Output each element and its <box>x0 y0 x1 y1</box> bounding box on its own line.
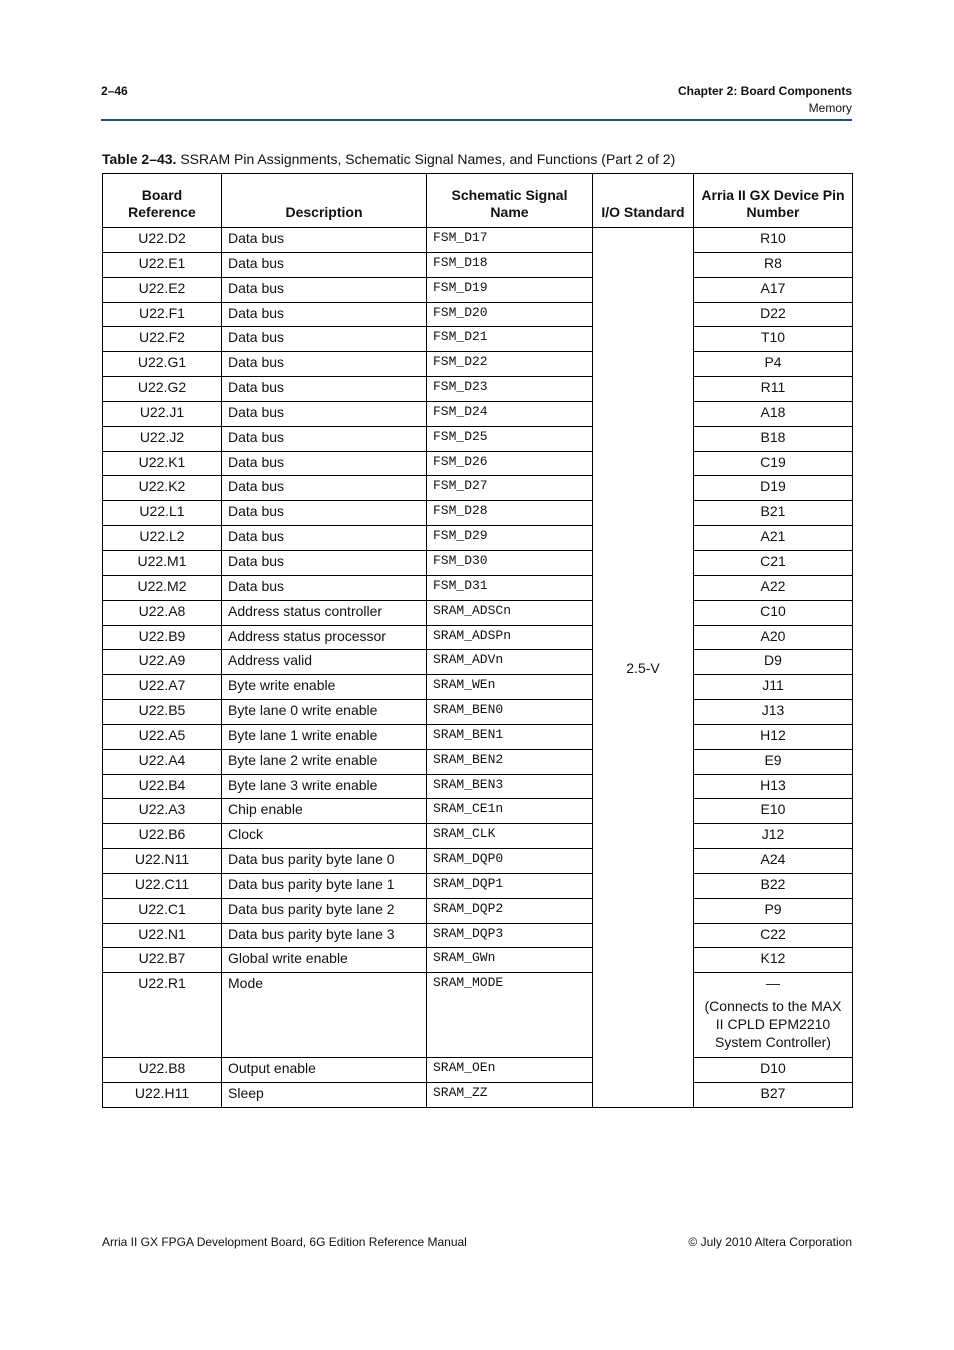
io-standard-cell: 2.5-V <box>593 228 694 1108</box>
table-row <box>103 824 853 849</box>
board-reference-cell: U22.F2 <box>103 327 222 352</box>
pin-number-value: E10 <box>760 801 786 818</box>
pin-number-value: B27 <box>760 1085 786 1102</box>
table-row <box>103 352 853 377</box>
description-cell: Chip enable <box>222 799 427 824</box>
pin-number-value: J13 <box>761 702 785 719</box>
board-reference-cell: U22.A5 <box>103 724 222 749</box>
pin-number-value: C21 <box>760 552 786 569</box>
pin-number-cell <box>694 228 853 253</box>
pin-number-cell <box>694 377 853 402</box>
board-reference-cell: U22.A3 <box>103 799 222 824</box>
board-reference-cell: U22.N1 <box>103 923 222 948</box>
table-row <box>103 277 853 302</box>
table-row <box>103 526 853 551</box>
description-cell: Data bus <box>222 426 427 451</box>
board-reference-cell: U22.B7 <box>103 948 222 973</box>
board-reference-cell: U22.L2 <box>103 526 222 551</box>
board-reference-cell: U22.B8 <box>103 1058 222 1083</box>
description-cell: Byte lane 0 write enable <box>222 700 427 725</box>
signal-name-cell: SRAM_CE1n <box>427 799 593 824</box>
section-title: Memory <box>808 101 852 115</box>
pin-number-cell <box>694 948 853 973</box>
board-reference-cell: U22.N11 <box>103 849 222 874</box>
board-reference-cell: U22.A8 <box>103 600 222 625</box>
pin-number-value: — <box>766 975 780 992</box>
signal-name-cell: SRAM_GWn <box>427 948 593 973</box>
description-cell: Data bus <box>222 327 427 352</box>
description-cell: Data bus <box>222 228 427 253</box>
pin-number-cell <box>694 625 853 650</box>
board-reference-cell: U22.J2 <box>103 426 222 451</box>
signal-name-cell: FSM_D22 <box>427 352 593 377</box>
signal-name-cell: SRAM_ADSPn <box>427 625 593 650</box>
pin-number-cell <box>694 923 853 948</box>
header-rule <box>101 119 852 121</box>
table-row <box>103 476 853 501</box>
board-reference-cell: U22.F1 <box>103 302 222 327</box>
pin-number-cell <box>694 774 853 799</box>
description-cell: Data bus <box>222 526 427 551</box>
board-reference-cell: U22.B5 <box>103 700 222 725</box>
signal-name-cell: FSM_D31 <box>427 575 593 600</box>
table-row <box>103 426 853 451</box>
signal-name-cell: FSM_D26 <box>427 451 593 476</box>
pin-number-cell <box>694 575 853 600</box>
pin-number-value: J12 <box>761 826 785 843</box>
board-reference-cell: U22.B4 <box>103 774 222 799</box>
description-cell: Data bus <box>222 476 427 501</box>
pin-number-cell <box>694 799 853 824</box>
pin-number-cell <box>694 426 853 451</box>
signal-name-cell: SRAM_DQP2 <box>427 898 593 923</box>
table-caption-label: Table 2–43. <box>102 151 177 167</box>
description-cell: Global write enable <box>222 948 427 973</box>
pin-number-value: B22 <box>760 875 786 892</box>
pin-number-value: R10 <box>760 230 786 246</box>
description-cell: Address status controller <box>222 600 427 625</box>
pin-number-cell <box>694 600 853 625</box>
description-cell: Byte write enable <box>222 675 427 700</box>
signal-name-cell: FSM_D20 <box>427 302 593 327</box>
pin-assignment-table <box>102 173 853 1108</box>
column-header-pin-number: Arria II GX Device Pin Number <box>694 174 853 228</box>
signal-name-cell: SRAM_CLK <box>427 824 593 849</box>
description-cell: Data bus <box>222 401 427 426</box>
board-reference-cell: U22.B9 <box>103 625 222 650</box>
description-cell: Data bus <box>222 277 427 302</box>
footer-manual-title: Arria II GX FPGA Development Board, 6G Edition Reference Manual <box>102 1235 467 1249</box>
board-reference-cell: U22.J1 <box>103 401 222 426</box>
pin-number-cell <box>694 550 853 575</box>
table-row <box>103 302 853 327</box>
pin-number-cell <box>694 898 853 923</box>
board-reference-cell: U22.E2 <box>103 277 222 302</box>
board-reference-cell: U22.G1 <box>103 352 222 377</box>
description-cell: Data bus <box>222 252 427 277</box>
pin-number-cell <box>694 476 853 501</box>
description-cell: Clock <box>222 824 427 849</box>
table-row <box>103 675 853 700</box>
pin-number-value: P9 <box>764 900 782 917</box>
table-row <box>103 625 853 650</box>
table-row <box>103 575 853 600</box>
table-row <box>103 923 853 948</box>
description-cell: Mode <box>222 973 427 1058</box>
pin-number-cell <box>694 526 853 551</box>
description-cell: Data bus <box>222 550 427 575</box>
description-cell: Data bus parity byte lane 1 <box>222 873 427 898</box>
description-cell: Data bus <box>222 352 427 377</box>
page-number: 2–46 <box>101 84 128 98</box>
table-row <box>103 327 853 352</box>
signal-name-cell: SRAM_BEN0 <box>427 700 593 725</box>
table-row <box>103 849 853 874</box>
pin-number-value: T10 <box>760 329 786 346</box>
column-header-io-standard: I/O Standard <box>593 174 694 228</box>
pin-number-cell <box>694 252 853 277</box>
board-reference-cell: U22.B6 <box>103 824 222 849</box>
board-reference-cell: U22.K1 <box>103 451 222 476</box>
column-header-board-reference: Board Reference <box>103 174 222 228</box>
board-reference-cell: U22.A4 <box>103 749 222 774</box>
board-reference-cell: U22.M2 <box>103 575 222 600</box>
pin-number-value: P4 <box>764 354 782 371</box>
signal-name-cell: SRAM_DQP1 <box>427 873 593 898</box>
pin-number-cell <box>694 675 853 700</box>
column-header-signal-name: Schematic Signal Name <box>427 174 593 228</box>
signal-name-cell: SRAM_DQP3 <box>427 923 593 948</box>
pin-number-value: C10 <box>760 602 786 619</box>
description-cell: Address valid <box>222 650 427 675</box>
pin-number-value: H13 <box>760 776 786 793</box>
table-row <box>103 898 853 923</box>
table-row <box>103 973 853 1058</box>
pin-number-cell <box>694 1058 853 1083</box>
table-row <box>103 377 853 402</box>
pin-number-value: R8 <box>764 254 782 271</box>
table-row <box>103 948 853 973</box>
table-row <box>103 1058 853 1083</box>
signal-name-cell: FSM_D27 <box>427 476 593 501</box>
signal-name-cell: SRAM_ADVn <box>427 650 593 675</box>
pin-number-cell <box>694 1083 853 1108</box>
pin-number-value: D22 <box>760 304 786 321</box>
signal-name-cell: FSM_D29 <box>427 526 593 551</box>
pin-number-cell <box>694 973 853 1058</box>
board-reference-cell: U22.L1 <box>103 501 222 526</box>
pin-number-value: D9 <box>764 652 782 669</box>
board-reference-cell: U22.H11 <box>103 1083 222 1108</box>
pin-number-cell <box>694 824 853 849</box>
board-reference-cell: U22.E1 <box>103 252 222 277</box>
table-row <box>103 774 853 799</box>
description-cell: Byte lane 3 write enable <box>222 774 427 799</box>
description-cell: Sleep <box>222 1083 427 1108</box>
signal-name-cell: FSM_D19 <box>427 277 593 302</box>
table-row <box>103 550 853 575</box>
signal-name-cell: FSM_D30 <box>427 550 593 575</box>
signal-name-cell: FSM_D18 <box>427 252 593 277</box>
signal-name-cell: FSM_D25 <box>427 426 593 451</box>
pin-number-value: J11 <box>762 677 784 694</box>
board-reference-cell: U22.R1 <box>103 973 222 1058</box>
signal-name-cell: SRAM_ZZ <box>427 1083 593 1108</box>
table-row <box>103 1083 853 1108</box>
table-caption-text: SSRAM Pin Assignments, Schematic Signal Names, and Functions (Part 2 of 2) <box>180 151 676 167</box>
pin-number-value: A24 <box>760 851 786 868</box>
description-cell: Byte lane 1 write enable <box>222 724 427 749</box>
pin-number-value: A21 <box>760 528 786 545</box>
pin-number-value: D19 <box>760 478 786 495</box>
footer-copyright: © July 2010 Altera Corporation <box>688 1235 852 1249</box>
description-cell: Data bus <box>222 451 427 476</box>
description-cell: Data bus parity byte lane 0 <box>222 849 427 874</box>
signal-name-cell: FSM_D23 <box>427 377 593 402</box>
signal-name-cell: FSM_D28 <box>427 501 593 526</box>
board-reference-cell: U22.C1 <box>103 898 222 923</box>
description-cell: Address status processor <box>222 625 427 650</box>
pin-number-value: E9 <box>764 751 782 768</box>
board-reference-cell: U22.A7 <box>103 675 222 700</box>
signal-name-cell: SRAM_ADSCn <box>427 600 593 625</box>
table-row <box>103 501 853 526</box>
pin-number-cell <box>694 352 853 377</box>
description-cell: Data bus parity byte lane 2 <box>222 898 427 923</box>
chapter-title: Chapter 2: Board Components <box>677 84 852 98</box>
board-reference-cell: U22.A9 <box>103 650 222 675</box>
table-row <box>103 700 853 725</box>
table-row <box>103 799 853 824</box>
signal-name-cell: SRAM_OEn <box>427 1058 593 1083</box>
pin-number-cell <box>694 724 853 749</box>
pin-number-cell <box>694 451 853 476</box>
table-row <box>103 724 853 749</box>
signal-name-cell: SRAM_BEN2 <box>427 749 593 774</box>
signal-name-cell: FSM_D21 <box>427 327 593 352</box>
pin-number-value: B18 <box>760 428 786 445</box>
pin-number-cell <box>694 327 853 352</box>
description-cell: Output enable <box>222 1058 427 1083</box>
table-row <box>103 873 853 898</box>
signal-name-cell: FSM_D24 <box>427 401 593 426</box>
signal-name-cell: SRAM_BEN1 <box>427 724 593 749</box>
pin-number-cell <box>694 700 853 725</box>
pin-number-note: (Connects to the MAX II CPLD EPM2210 System Controller) <box>704 998 842 1051</box>
signal-name-cell: SRAM_MODE <box>427 973 593 1058</box>
description-cell: Byte lane 2 write enable <box>222 749 427 774</box>
signal-name-cell: SRAM_BEN3 <box>427 774 593 799</box>
pin-number-cell <box>694 501 853 526</box>
description-cell: Data bus <box>222 575 427 600</box>
table-row <box>103 600 853 625</box>
board-reference-cell: U22.C11 <box>103 873 222 898</box>
board-reference-cell: U22.K2 <box>103 476 222 501</box>
pin-number-value: A18 <box>760 403 786 420</box>
board-reference-cell: U22.M1 <box>103 550 222 575</box>
pin-number-value: A20 <box>760 627 786 644</box>
signal-name-cell: FSM_D17 <box>427 228 593 253</box>
table-caption <box>102 151 675 167</box>
pin-number-value: A17 <box>760 279 786 296</box>
pin-number-value: R11 <box>760 379 786 396</box>
pin-number-cell <box>694 849 853 874</box>
pin-number-value: K12 <box>760 950 786 967</box>
pin-number-cell <box>694 650 853 675</box>
table-body <box>103 228 853 1108</box>
board-reference-cell: U22.G2 <box>103 377 222 402</box>
table-row <box>103 451 853 476</box>
signal-name-cell: SRAM_DQP0 <box>427 849 593 874</box>
pin-number-value: C22 <box>760 925 786 942</box>
table-row <box>103 401 853 426</box>
signal-name-cell: SRAM_WEn <box>427 675 593 700</box>
pin-number-cell <box>694 277 853 302</box>
pin-number-cell <box>694 302 853 327</box>
pin-number-cell <box>694 401 853 426</box>
description-cell: Data bus parity byte lane 3 <box>222 923 427 948</box>
column-header-description: Description <box>222 174 427 228</box>
table-row <box>103 650 853 675</box>
board-reference-cell: U22.D2 <box>103 228 222 253</box>
pin-number-value: B21 <box>760 503 786 520</box>
description-cell: Data bus <box>222 302 427 327</box>
table-row <box>103 228 853 253</box>
table-row <box>103 252 853 277</box>
description-cell: Data bus <box>222 377 427 402</box>
pin-number-cell <box>694 749 853 774</box>
pin-number-value: H12 <box>760 726 786 743</box>
pin-number-value: A22 <box>760 577 786 594</box>
description-cell: Data bus <box>222 501 427 526</box>
pin-number-cell <box>694 873 853 898</box>
table-row <box>103 749 853 774</box>
pin-number-value: C19 <box>760 453 786 470</box>
table-header-row <box>103 174 853 228</box>
pin-number-value: D10 <box>760 1060 786 1077</box>
